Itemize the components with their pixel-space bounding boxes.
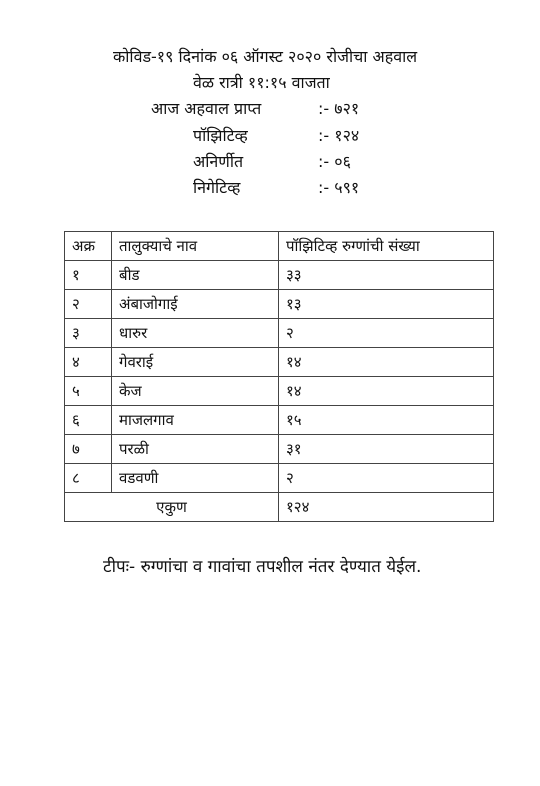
- cell-count: १३: [279, 290, 494, 319]
- cell-taluka: वडवणी: [112, 464, 279, 493]
- cell-taluka: धारुर: [112, 319, 279, 348]
- header-taluka-name: तालुक्याचे नाव: [112, 232, 279, 261]
- header-sr-no: अक्र: [65, 232, 112, 261]
- cell-sr-no: ८: [65, 464, 112, 493]
- cell-taluka: केज: [112, 377, 279, 406]
- summary-value-negative: :- ५९१: [318, 178, 360, 197]
- summary-value-received: :- ७२१: [318, 99, 360, 118]
- table-total-row: [65, 493, 494, 522]
- taluka-table: [64, 231, 494, 522]
- table-row: [65, 377, 494, 406]
- table-row: [65, 348, 494, 377]
- total-value: १२४: [279, 493, 494, 522]
- summary-label-positive: पॉझिटिव्ह: [193, 126, 248, 145]
- cell-taluka: परळी: [112, 435, 279, 464]
- cell-count: ३३: [279, 261, 494, 290]
- cell-count: १४: [279, 377, 494, 406]
- cell-count: ३१: [279, 435, 494, 464]
- cell-sr-no: ४: [65, 348, 112, 377]
- cell-sr-no: ३: [65, 319, 112, 348]
- summary-value-positive: :- १२४: [318, 126, 360, 145]
- summary-label-negative: निगेटिव्ह: [193, 178, 241, 197]
- report-time: वेळ रात्री ११:१५ वाजता: [193, 73, 330, 92]
- table-row: [65, 319, 494, 348]
- cell-sr-no: १: [65, 261, 112, 290]
- cell-count: २: [279, 319, 494, 348]
- report-title: कोविड-१९ दिनांक ०६ ऑगस्ट २०२० रोजीचा अहवाल: [113, 47, 418, 66]
- table-row: [65, 464, 494, 493]
- table-header-row: [65, 232, 494, 261]
- summary-label-inconclusive: अनिर्णीत: [193, 152, 244, 171]
- table-row: [65, 290, 494, 319]
- cell-taluka: बीड: [112, 261, 279, 290]
- cell-sr-no: ६: [65, 406, 112, 435]
- table-row: [65, 261, 494, 290]
- cell-taluka: गेवराई: [112, 348, 279, 377]
- summary-label-received: आज अहवाल प्राप्त: [151, 99, 262, 118]
- cell-count: १५: [279, 406, 494, 435]
- summary-value-inconclusive: :- ०६: [318, 152, 351, 171]
- cell-sr-no: ५: [65, 377, 112, 406]
- footer-note: टीपः- रुग्णांचा व गावांचा तपशील नंतर देण्यात येईल.: [103, 557, 422, 577]
- cell-count: २: [279, 464, 494, 493]
- cell-count: १४: [279, 348, 494, 377]
- header-positive-count: पॉझिटिव्ह रुग्णांची संख्या: [279, 232, 494, 261]
- table-row: [65, 406, 494, 435]
- table-row: [65, 435, 494, 464]
- cell-taluka: माजलगाव: [112, 406, 279, 435]
- cell-sr-no: २: [65, 290, 112, 319]
- cell-sr-no: ७: [65, 435, 112, 464]
- cell-taluka: अंबाजोगाई: [112, 290, 279, 319]
- total-label: एकुण: [65, 493, 279, 522]
